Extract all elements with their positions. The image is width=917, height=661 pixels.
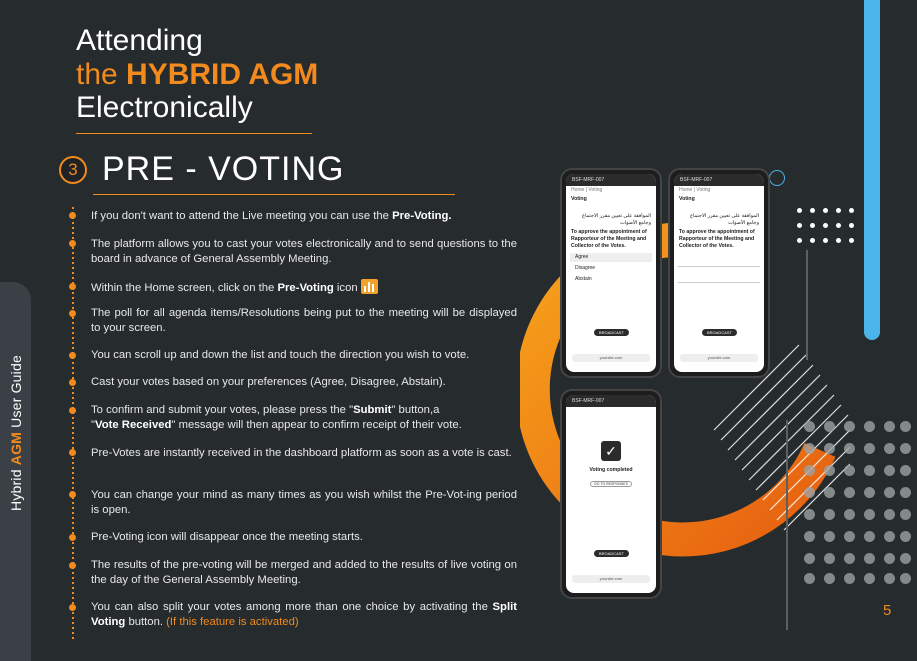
vote-option-agree[interactable]: Agree: [570, 253, 652, 262]
header-line-3: Electronically: [76, 91, 253, 124]
section-title: PRE - VOTING: [102, 150, 345, 188]
pre-voting-poll-icon: [361, 279, 378, 294]
bullet-dot: [69, 407, 76, 414]
phone-resolution-text: To approve the appointment of Rapporteur of the Meeting and Collector of the Votes.: [679, 229, 755, 249]
bullet-item: Within the Home screen, click on the Pre-Voting icon: [91, 279, 517, 296]
sidebar-guide-label: Hybrid AGM User Guide: [8, 355, 24, 511]
phone-arabic-text: الموافقة على تعيين مقرر الاجتماع وجامع الأصوات: [582, 213, 651, 226]
bullet-item: You can scroll up and down the list and touch the direction you wish to vote.: [91, 349, 470, 361]
broadcast-button[interactable]: BROADCAST: [594, 550, 629, 557]
header-underline: [76, 133, 312, 134]
bullet-dot: [69, 212, 76, 219]
bullet-dot: [69, 562, 76, 569]
phone-arabic-text: الموافقة على تعيين مقرر الاجتماع وجامع الأصوات: [690, 213, 759, 226]
gray-vertical-line: [786, 420, 788, 630]
phone-mockup-completed: [560, 389, 662, 599]
go-to-responses-button[interactable]: GO TO RESPONSES: [590, 481, 632, 487]
header-line-2: the HYBRID AGM: [76, 58, 319, 91]
bullet-dot: [69, 310, 76, 317]
bullet-dot: [69, 449, 76, 456]
bullet-dot: [69, 604, 76, 611]
section-underline: [93, 194, 455, 195]
bullet-item: The platform allows you to cast your votes electronically and to send questions to the board in advance of General Assembly Meeting.: [91, 238, 517, 265]
bullet-dot: [69, 534, 76, 541]
bullet-item: The poll for all agenda items/Resolutions being put to the meeting will be displayed to your screen.: [91, 307, 517, 334]
broadcast-button[interactable]: BROADCAST: [594, 329, 629, 336]
phone-resolution-text: To approve the appointment of Rapporteur of the Meeting and Collector of the Votes.: [571, 229, 647, 249]
bullet-rail: [72, 207, 74, 639]
phone-tabs: Home | Voting: [679, 187, 711, 193]
phone-url-bar: yoursite.com: [680, 354, 758, 362]
bullet-dot: [69, 352, 76, 359]
voting-completed-title: Voting completed: [589, 467, 633, 473]
phone-status-bar: BSF-MRF-007: [674, 174, 764, 186]
bullet-item: If you don't want to attend the Live meeting you can use the Pre-Voting.: [91, 210, 452, 222]
bullet-item: Pre-Voting icon will disappear once the meeting starts.: [91, 531, 363, 543]
blue-accent-bar: [864, 0, 880, 340]
vote-option-abstain[interactable]: Abstain: [575, 276, 592, 282]
phone-mockup-voting-2: [668, 168, 770, 378]
bullet-item: The results of the pre-voting will be merged and added to the results of live voting on the day of the General Assembly Meeting.: [91, 559, 517, 586]
vote-option-disagree[interactable]: Disagree: [575, 265, 596, 271]
bullet-dot: [69, 240, 76, 247]
phone-status-bar: BSF-MRF-007: [566, 174, 656, 186]
bullet-item: To confirm and submit your votes, please press the "Submit" button,a "Vote Received" message will then appear to confirm receipt of their vote.: [91, 404, 462, 431]
phone-tabs: Home | Voting: [571, 187, 603, 193]
header-line-1: Attending: [76, 24, 203, 57]
phone-section-label: Voting: [679, 196, 695, 202]
phone-mockup-voting: [560, 168, 662, 378]
section-number-badge: 3: [59, 156, 87, 184]
phone-section-label: Voting: [571, 196, 587, 202]
bullet-item: You can also split your votes among more than one choice by activating the Split Voting button. (If this feature is activated): [91, 601, 517, 628]
phone-input-line[interactable]: [678, 257, 760, 267]
bullet-dot: [69, 379, 76, 386]
bullet-dot: [69, 283, 76, 290]
phone-url-bar: yoursite.com: [572, 575, 650, 583]
bullet-item: Pre-Votes are instantly received in the dashboard platform as soon as a vote is cast.: [91, 447, 512, 459]
check-icon: ✓: [601, 441, 621, 461]
page-number: 5: [883, 602, 892, 619]
bullet-item: Cast your votes based on your preferences (Agree, Disagree, Abstain).: [91, 376, 446, 388]
broadcast-button[interactable]: BROADCAST: [702, 329, 737, 336]
phone-status-bar: BSF-MRF-007: [566, 395, 656, 407]
phone-url-bar: yoursite.com: [572, 354, 650, 362]
bullet-item: You can change your mind as many times as you wish whilst the Pre-Vot-ing period is open.: [91, 489, 517, 516]
bullet-dot: [69, 491, 76, 498]
phone-input-line[interactable]: [678, 273, 760, 283]
gray-vertical-line: [806, 250, 808, 360]
